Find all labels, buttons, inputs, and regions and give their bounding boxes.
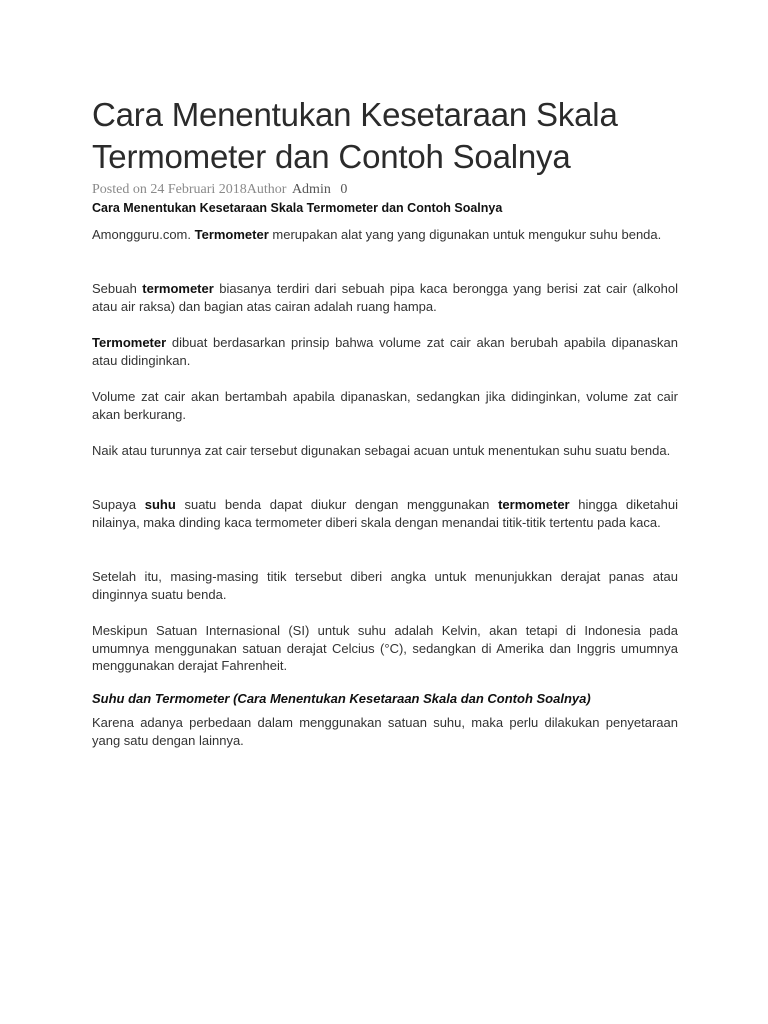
keyword-suhu: suhu [144,497,176,512]
paragraph-5: Naik atau turunnya zat cair tersebut digunakan sebagai acuan untuk menentukan suhu suatu benda. [92,443,671,458]
paragraph-3: Termometer dibuat berdasarkan prinsip bahwa volume zat cair akan berubah apabila dipanaskan atau didinginkan. [92,335,678,368]
post-meta [92,182,678,198]
article-subtitle: Cara Menentukan Kesetaraan Skala Termometer dan Contoh Soalnya [92,201,503,215]
author-link[interactable]: Admin [291,182,331,197]
keyword-termometer: Termometer [194,227,269,242]
keyword-termometer: termometer [142,281,214,296]
section-heading: Suhu dan Termometer (Cara Menentukan Kesetaraan Skala dan Contoh Soalnya) [92,691,591,706]
keyword-termometer: Termometer [92,335,167,350]
paragraph-1: Amongguru.com. Termometer merupakan alat yang yang digunakan untuk mengukur suhu benda. [92,227,662,242]
paragraph-7: Setelah itu, masing-masing titik tersebut diberi angka untuk menunjukkan derajat panas atau dinginnya suatu benda. [92,569,678,602]
posted-date: Posted on 24 Februari 2018 [92,182,247,197]
paragraph-6: Supaya suhu suatu benda dapat diukur dengan menggunakan termometer hingga diketahui nilainya, maka dinding kaca termometer diberi skala dengan menandai titik-titik tertentu pada kaca. [92,497,678,530]
article-title: Cara Menentukan Kesetaraan Skala Termometer dan Contoh Soalnya [92,96,618,175]
article [92,94,678,748]
comment-count[interactable]: 0 [340,182,348,197]
paragraph-2: Sebuah termometer biasanya terdiri dari sebuah pipa kaca berongga yang berisi zat cair (alkohol atau air raksa) dan bagian atas cairan adalah ruang hampa. [92,281,678,314]
keyword-termometer: termometer [498,497,570,512]
paragraph-9: Karena adanya perbedaan dalam menggunakan satuan suhu, maka perlu dilakukan penyetaraan yang satu dengan lainnya. [92,715,678,748]
paragraph-8: Meskipun Satuan Internasional (SI) untuk suhu adalah Kelvin, akan tetapi di Indonesia pada umumnya menggunakan satuan derajat Celcius (°C), sedangkan di Amerika dan Inggris umumnya menggunakan derajat Fahrenheit. [92,623,678,673]
paragraph-4: Volume zat cair akan bertambah apabila dipanaskan, sedangkan jika didinginkan, volume zat cair akan berkurang. [92,389,678,422]
author-label: Author [246,182,287,197]
